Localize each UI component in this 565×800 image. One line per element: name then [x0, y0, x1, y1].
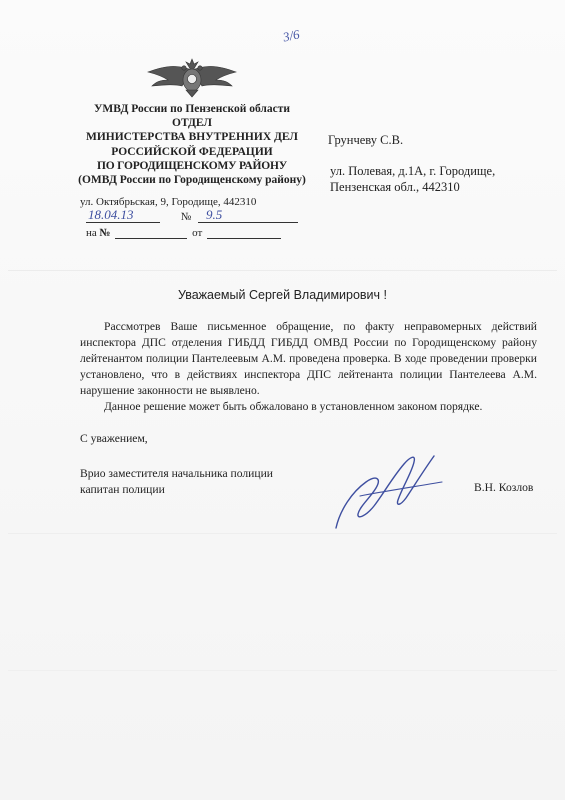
sender-line: ПО ГОРОДИЩЕНСКОМУ РАЙОНУ	[97, 159, 287, 172]
body-paragraph: Рассмотрев Ваше письменное обращение, по факту неправомерных действий инспектора ДПС отделения ГИБДД ГИБДД ОМВД России по Городищенскому району лейтенантом полиции Пантелеевым А.М. проведена проверка. В ходе проведении проверки установлено, что в действиях инспектора ДПС лейтенанта полиции Пантелеева А.М. нарушение законности не выявлено.	[80, 320, 537, 397]
closing-regards: С уважением,	[80, 432, 148, 445]
double-headed-eagle-emblem-icon	[146, 58, 238, 98]
reg-number-field	[198, 207, 298, 223]
incoming-date-field	[207, 226, 281, 239]
letter-body	[80, 319, 537, 415]
signer-name: В.Н. Козлов	[474, 481, 534, 494]
recipient-address-line: ул. Полевая, д.1А, г. Городище,	[330, 164, 496, 178]
reg-date-field	[86, 207, 160, 223]
paper-fold	[8, 533, 557, 534]
paper-fold	[8, 270, 557, 271]
incoming-number-field	[115, 226, 187, 239]
body-paragraph: Данное решение может быть обжаловано в установленном законом порядке.	[104, 400, 483, 413]
handwritten-top-mark: 3/6	[281, 26, 301, 45]
sender-address: ул. Октябрьская, 9, Городище, 442310	[80, 196, 257, 208]
handwritten-reg-number: 9.5	[206, 207, 223, 222]
signer-position	[80, 466, 273, 498]
sender-line: (ОМВД России по Городищенскому району)	[78, 174, 306, 187]
number-sign-label: №	[180, 211, 192, 223]
registration-row-outgoing	[86, 207, 298, 223]
recipient-name: Грунчеву С.В.	[328, 133, 404, 147]
sender-line: ОТДЕЛ	[172, 117, 212, 130]
sender-line: УМВД России по Пензенской области	[93, 103, 291, 115]
na-label: на	[86, 227, 97, 239]
sender-organization-block	[74, 102, 310, 187]
registration-row-incoming	[86, 226, 281, 239]
position-line: капитан полиции	[80, 483, 165, 496]
number-sign-label: №	[99, 227, 111, 239]
sender-line: РОССИЙСКОЙ ФЕДЕРАЦИИ	[111, 145, 273, 158]
handwritten-reg-date: 18.04.13	[88, 207, 134, 222]
recipient-address-line: Пензенская обл., 442310	[330, 180, 460, 194]
position-line: Врио заместителя начальника полиции	[80, 467, 273, 480]
paper-fold	[8, 670, 557, 671]
ot-label: от	[192, 227, 203, 239]
salutation: Уважаемый Сергей Владимирович !	[177, 288, 388, 302]
handwritten-signature	[330, 448, 448, 534]
sender-line: МИНИСТЕРСТВА ВНУТРЕННИХ ДЕЛ	[85, 131, 299, 144]
